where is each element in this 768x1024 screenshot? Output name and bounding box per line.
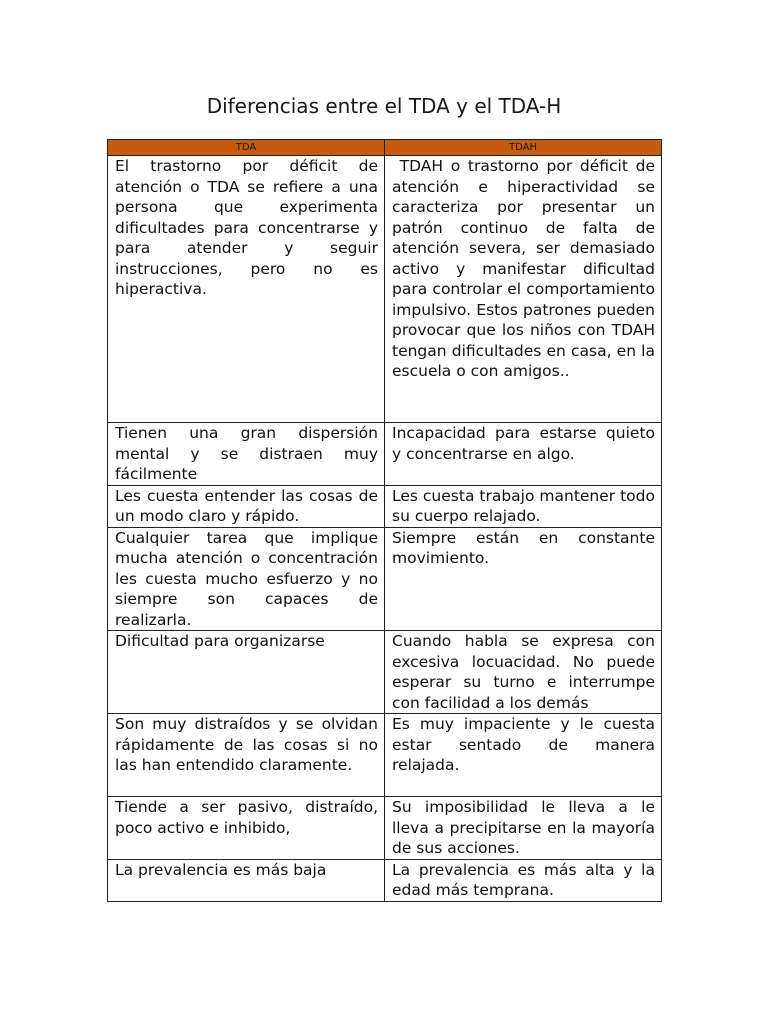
column-header-tdah: TDAH	[385, 140, 662, 156]
tdah-cell: Incapacidad para estarse quieto y concentrarse en algo.	[385, 423, 662, 486]
tda-cell: La prevalencia es más baja	[108, 859, 385, 901]
table-row	[108, 485, 662, 527]
tda-cell: El trastorno por déficit de atención o TDA se refiere a una persona que experimenta dificultades para concentrarse y para atender y seguir instrucciones, pero no es hiperactiva.	[108, 156, 385, 423]
comparison-table	[107, 139, 662, 902]
tda-cell: Tienen una gran dispersión mental y se distraen muy fácilmente	[108, 423, 385, 486]
tdah-cell: Les cuesta trabajo mantener todo su cuerpo relajado.	[385, 485, 662, 527]
table-header-row	[108, 140, 662, 156]
column-header-tda: TDA	[108, 140, 385, 156]
table-row	[108, 714, 662, 797]
table-row	[108, 527, 662, 631]
tdah-cell: Siempre están en constante movimiento.	[385, 527, 662, 631]
table-row	[108, 631, 662, 714]
tda-cell: Tiende a ser pasivo, distraído, poco activo e inhibido,	[108, 797, 385, 860]
tdah-cell: TDAH o trastorno por déficit de atención e hiperactividad se caracteriza por presentar un patrón continuo de falta de atención severa, ser demasiado activo y manifestar dificultad para controlar el comportamiento impulsivo. Estos patrones pueden provocar que los niños con TDAH tengan dificultades en casa, en la escuela o con amigos..	[385, 156, 662, 423]
table-row	[108, 859, 662, 901]
table-row	[108, 797, 662, 860]
tdah-cell: Cuando habla se expresa con excesiva locuacidad. No puede esperar su turno e interrumpe con facilidad a los demás	[385, 631, 662, 714]
page-title: Diferencias entre el TDA y el TDA-H	[206, 94, 562, 118]
tdah-cell: La prevalencia es más alta y la edad más temprana.	[385, 859, 662, 901]
tdah-cell: Es muy impaciente y le cuesta estar sentado de manera relajada.	[385, 714, 662, 797]
tda-cell: Cualquier tarea que implique mucha atención o concentración les cuesta mucho esfuerzo y no siempre son capaces de realizarla.	[108, 527, 385, 631]
table-row	[108, 423, 662, 486]
tda-cell: Son muy distraídos y se olvidan rápidamente de las cosas si no las han entendido claramente.	[108, 714, 385, 797]
tdah-cell: Su imposibilidad le lleva a le lleva a precipitarse en la mayoría de sus acciones.	[385, 797, 662, 860]
tda-cell: Les cuesta entender las cosas de un modo claro y rápido.	[108, 485, 385, 527]
table-row	[108, 156, 662, 423]
tda-cell: Dificultad para organizarse	[108, 631, 385, 714]
